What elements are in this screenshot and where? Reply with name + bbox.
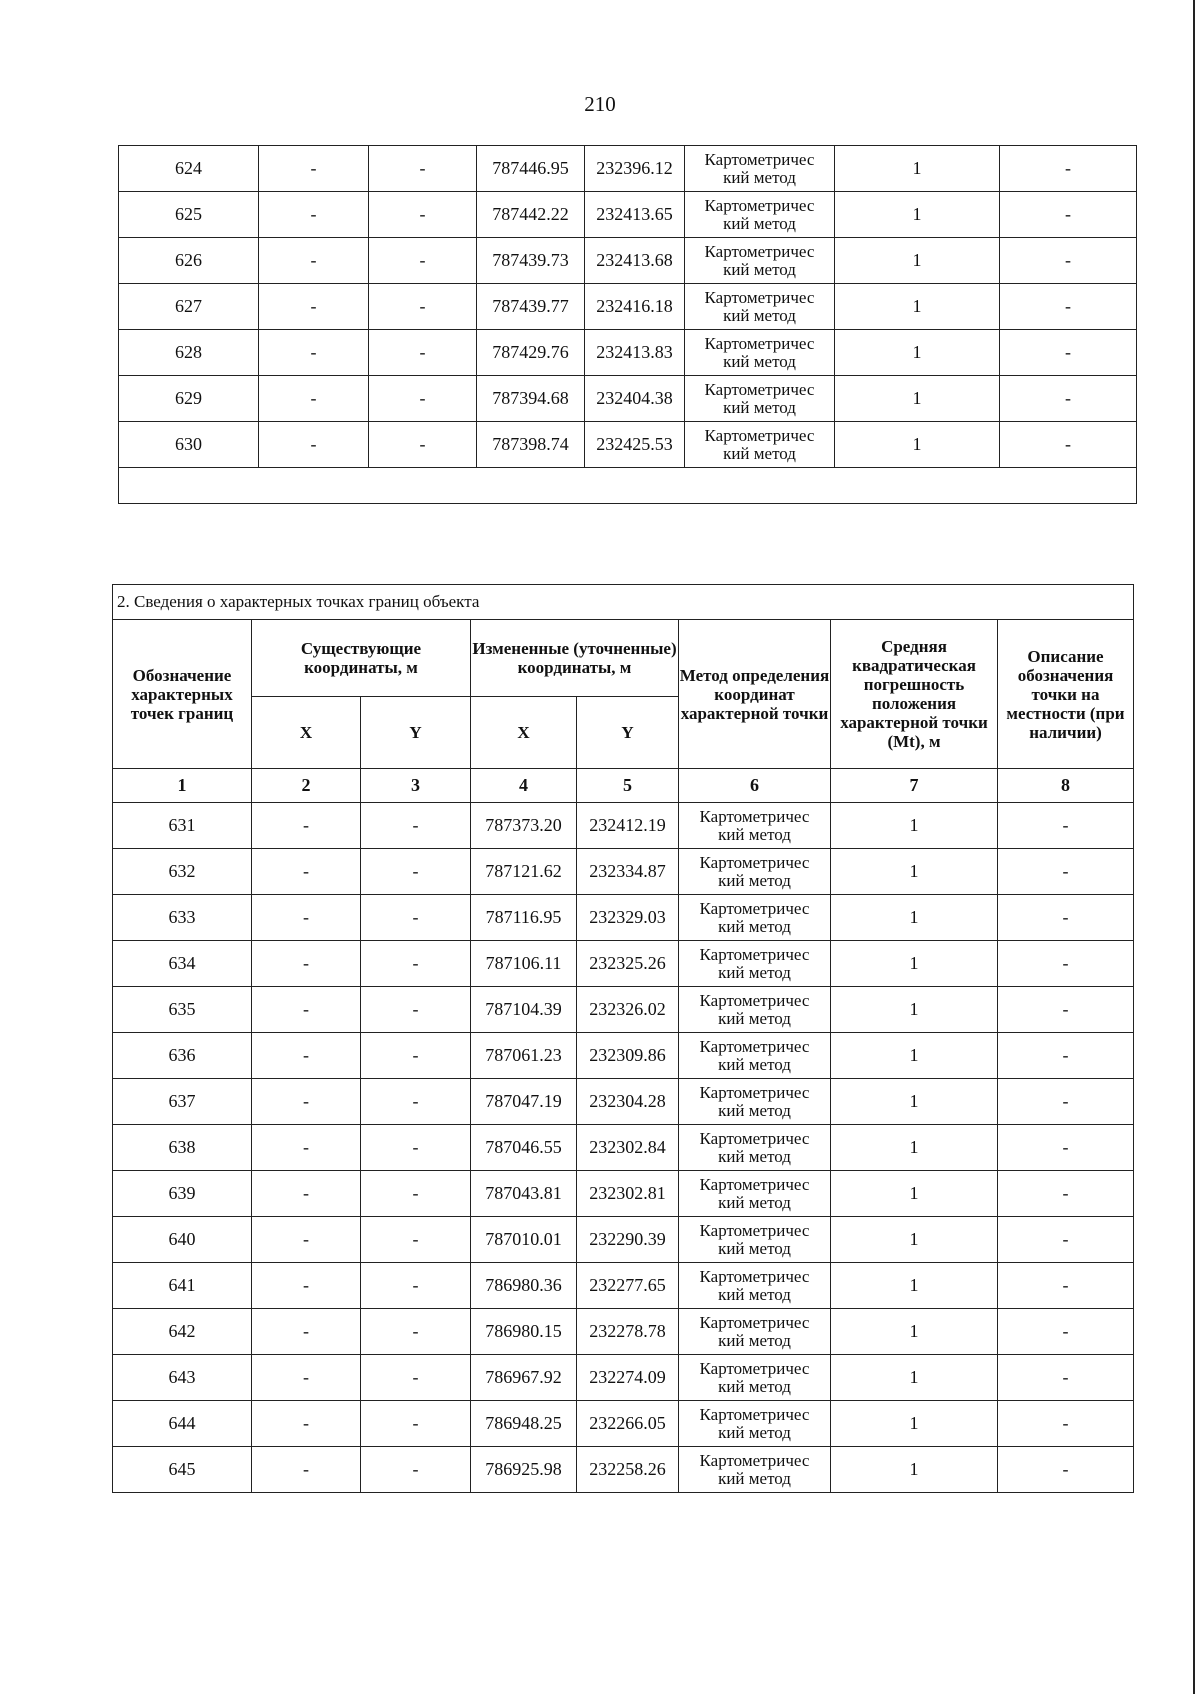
existing-y-cell: - [361, 1033, 471, 1079]
error-mt-cell: 1 [835, 146, 1000, 192]
header-y: Y [361, 697, 471, 769]
existing-x-cell: - [259, 238, 369, 284]
description-cell: - [998, 1217, 1134, 1263]
existing-x-cell: - [252, 803, 361, 849]
header-existing-coordinates: Существующие координаты, м [252, 620, 471, 697]
method-cell [685, 146, 835, 192]
existing-x-cell: - [252, 1217, 361, 1263]
table-row [113, 1079, 1134, 1125]
point-id-cell: 635 [113, 987, 252, 1033]
changed-x-cell: 787043.81 [471, 1171, 577, 1217]
header-point-description: Описание обозначения точки на местности (при наличии) [998, 620, 1134, 769]
point-id-cell: 644 [113, 1401, 252, 1447]
method-line-1: Картометричес [704, 241, 815, 261]
header-method: Метод определения координат характерной точки [679, 620, 831, 769]
header-point-designation: Обозначение характерных точек границ [113, 620, 252, 769]
existing-x-cell: - [252, 1125, 361, 1171]
point-id-cell: 637 [113, 1079, 252, 1125]
method-line-1: Картометричес [699, 898, 810, 918]
coordinates-table-continued [118, 145, 1137, 504]
point-id-cell: 639 [113, 1171, 252, 1217]
changed-y-cell: 232290.39 [577, 1217, 679, 1263]
existing-x-cell: - [252, 1079, 361, 1125]
description-cell: - [998, 1401, 1134, 1447]
changed-y-cell: 232413.83 [585, 330, 685, 376]
table-row [113, 895, 1134, 941]
method-line-2: кий метод [723, 351, 796, 371]
point-id-cell: 630 [119, 422, 259, 468]
changed-x-cell: 787010.01 [471, 1217, 577, 1263]
existing-y-cell: - [369, 238, 477, 284]
table-row [113, 1263, 1134, 1309]
existing-x-cell: - [252, 1447, 361, 1493]
method-line-2: кий метод [723, 443, 796, 463]
existing-y-cell: - [369, 376, 477, 422]
page-edge-line [1193, 0, 1195, 1694]
method-cell [679, 895, 831, 941]
table-row [113, 941, 1134, 987]
existing-y-cell: - [361, 1309, 471, 1355]
description-cell: - [998, 1033, 1134, 1079]
changed-x-cell: 787442.22 [477, 192, 585, 238]
error-mt-cell: 1 [835, 192, 1000, 238]
changed-x-cell: 787439.77 [477, 284, 585, 330]
method-line-2: кий метод [718, 824, 791, 844]
point-id-cell: 643 [113, 1355, 252, 1401]
changed-x-cell: 787121.62 [471, 849, 577, 895]
changed-x-cell: 787046.55 [471, 1125, 577, 1171]
point-id-cell: 634 [113, 941, 252, 987]
description-cell: - [998, 895, 1134, 941]
error-mt-cell: 1 [831, 1125, 998, 1171]
method-cell [679, 987, 831, 1033]
changed-x-cell: 787106.11 [471, 941, 577, 987]
description-cell: - [998, 1079, 1134, 1125]
description-cell: - [1000, 146, 1137, 192]
changed-y-cell: 232334.87 [577, 849, 679, 895]
changed-x-cell: 787439.73 [477, 238, 585, 284]
method-line-2: кий метод [718, 1100, 791, 1120]
point-id-cell: 638 [113, 1125, 252, 1171]
column-number: 2 [252, 769, 361, 803]
method-line-2: кий метод [723, 397, 796, 417]
existing-y-cell: - [369, 146, 477, 192]
method-line-2: кий метод [718, 1008, 791, 1028]
changed-y-cell: 232277.65 [577, 1263, 679, 1309]
method-cell [679, 1309, 831, 1355]
table-row [119, 192, 1137, 238]
method-cell [685, 330, 835, 376]
table-row [113, 1355, 1134, 1401]
existing-y-cell: - [369, 330, 477, 376]
method-cell [679, 1033, 831, 1079]
description-cell: - [998, 987, 1134, 1033]
method-cell [679, 1355, 831, 1401]
method-line-2: кий метод [718, 1146, 791, 1166]
column-number: 8 [998, 769, 1134, 803]
method-line-1: Картометричес [699, 1174, 810, 1194]
error-mt-cell: 1 [831, 1171, 998, 1217]
method-line-2: кий метод [718, 1054, 791, 1074]
existing-y-cell: - [361, 987, 471, 1033]
method-line-2: кий метод [723, 259, 796, 279]
table-row [119, 330, 1137, 376]
point-id-cell: 640 [113, 1217, 252, 1263]
existing-x-cell: - [252, 895, 361, 941]
method-line-1: Картометричес [704, 149, 815, 169]
method-line-2: кий метод [718, 962, 791, 982]
method-line-2: кий метод [718, 916, 791, 936]
existing-y-cell: - [361, 1355, 471, 1401]
description-cell: - [998, 849, 1134, 895]
method-cell [685, 422, 835, 468]
empty-cell [119, 468, 1137, 504]
table-row [113, 1171, 1134, 1217]
changed-y-cell: 232396.12 [585, 146, 685, 192]
column-number: 6 [679, 769, 831, 803]
table-row [113, 1309, 1134, 1355]
existing-y-cell: - [361, 1447, 471, 1493]
method-line-1: Картометричес [699, 944, 810, 964]
existing-y-cell: - [361, 895, 471, 941]
method-cell [679, 1125, 831, 1171]
changed-y-cell: 232413.68 [585, 238, 685, 284]
method-cell [679, 1447, 831, 1493]
method-line-1: Картометричес [704, 425, 815, 445]
description-cell: - [998, 1447, 1134, 1493]
method-line-2: кий метод [718, 1330, 791, 1350]
point-id-cell: 633 [113, 895, 252, 941]
description-cell: - [998, 1355, 1134, 1401]
method-line-1: Картометричес [699, 1266, 810, 1286]
changed-y-cell: 232302.81 [577, 1171, 679, 1217]
existing-x-cell: - [259, 422, 369, 468]
point-id-cell: 626 [119, 238, 259, 284]
header-changed-coordinates: Измененные (уточненные) координаты, м [471, 620, 679, 697]
changed-y-cell: 232304.28 [577, 1079, 679, 1125]
method-line-1: Картометричес [704, 287, 815, 307]
method-line-2: кий метод [718, 870, 791, 890]
error-mt-cell: 1 [831, 1355, 998, 1401]
method-cell [679, 803, 831, 849]
method-line-2: кий метод [718, 1422, 791, 1442]
error-mt-cell: 1 [831, 803, 998, 849]
changed-x-cell: 786925.98 [471, 1447, 577, 1493]
description-cell: - [1000, 238, 1137, 284]
existing-x-cell: - [259, 146, 369, 192]
existing-y-cell: - [361, 941, 471, 987]
column-number: 3 [361, 769, 471, 803]
method-cell [685, 192, 835, 238]
error-mt-cell: 1 [831, 1033, 998, 1079]
existing-x-cell: - [259, 376, 369, 422]
point-id-cell: 625 [119, 192, 259, 238]
point-id-cell: 624 [119, 146, 259, 192]
existing-x-cell: - [252, 849, 361, 895]
changed-x-cell: 786948.25 [471, 1401, 577, 1447]
description-cell: - [1000, 422, 1137, 468]
error-mt-cell: 1 [835, 238, 1000, 284]
table-row [119, 238, 1137, 284]
existing-y-cell: - [361, 1263, 471, 1309]
error-mt-cell: 1 [831, 987, 998, 1033]
error-mt-cell: 1 [831, 849, 998, 895]
point-id-cell: 631 [113, 803, 252, 849]
error-mt-cell: 1 [831, 941, 998, 987]
existing-y-cell: - [369, 284, 477, 330]
changed-x-cell: 787373.20 [471, 803, 577, 849]
method-line-1: Картометричес [699, 1404, 810, 1424]
point-id-cell: 642 [113, 1309, 252, 1355]
method-line-1: Картометричес [699, 1358, 810, 1378]
description-cell: - [998, 1263, 1134, 1309]
method-line-1: Картометричес [699, 1128, 810, 1148]
point-id-cell: 629 [119, 376, 259, 422]
changed-y-cell: 232413.65 [585, 192, 685, 238]
method-line-1: Картометричес [704, 195, 815, 215]
existing-x-cell: - [252, 1309, 361, 1355]
changed-y-cell: 232258.26 [577, 1447, 679, 1493]
method-line-2: кий метод [718, 1284, 791, 1304]
existing-y-cell: - [369, 192, 477, 238]
header-x: X [252, 697, 361, 769]
changed-x-cell: 787116.95 [471, 895, 577, 941]
changed-x-cell: 787446.95 [477, 146, 585, 192]
method-line-1: Картометричес [699, 990, 810, 1010]
error-mt-cell: 1 [831, 1079, 998, 1125]
changed-y-cell: 232302.84 [577, 1125, 679, 1171]
existing-y-cell: - [369, 422, 477, 468]
method-cell [679, 849, 831, 895]
error-mt-cell: 1 [835, 376, 1000, 422]
point-id-cell: 641 [113, 1263, 252, 1309]
table-section-title: 2. Сведения о характерных точках границ объекта [113, 585, 1134, 620]
existing-y-cell: - [361, 1217, 471, 1263]
error-mt-cell: 1 [831, 1401, 998, 1447]
changed-y-cell: 232425.53 [585, 422, 685, 468]
point-id-cell: 632 [113, 849, 252, 895]
table-row [119, 146, 1137, 192]
description-cell: - [998, 941, 1134, 987]
table-row [113, 1125, 1134, 1171]
error-mt-cell: 1 [831, 1447, 998, 1493]
existing-x-cell: - [252, 1355, 361, 1401]
method-cell [679, 1401, 831, 1447]
existing-x-cell: - [259, 192, 369, 238]
existing-y-cell: - [361, 1401, 471, 1447]
description-cell: - [998, 803, 1134, 849]
method-line-2: кий метод [718, 1376, 791, 1396]
method-line-2: кий метод [723, 305, 796, 325]
changed-y-cell: 232309.86 [577, 1033, 679, 1079]
changed-y-cell: 232325.26 [577, 941, 679, 987]
method-line-1: Картометричес [704, 379, 815, 399]
changed-y-cell: 232326.02 [577, 987, 679, 1033]
header-y: Y [577, 697, 679, 769]
existing-x-cell: - [252, 1033, 361, 1079]
description-cell: - [998, 1309, 1134, 1355]
changed-y-cell: 232329.03 [577, 895, 679, 941]
changed-x-cell: 787398.74 [477, 422, 585, 468]
column-number: 1 [113, 769, 252, 803]
changed-y-cell: 232274.09 [577, 1355, 679, 1401]
changed-y-cell: 232404.38 [585, 376, 685, 422]
existing-x-cell: - [252, 987, 361, 1033]
error-mt-cell: 1 [831, 1309, 998, 1355]
description-cell: - [1000, 376, 1137, 422]
column-number: 7 [831, 769, 998, 803]
page-number: 210 [584, 92, 616, 116]
changed-x-cell: 787394.68 [477, 376, 585, 422]
method-cell [679, 1217, 831, 1263]
changed-y-cell: 232266.05 [577, 1401, 679, 1447]
method-line-1: Картометричес [699, 1220, 810, 1240]
table-row [113, 1401, 1134, 1447]
method-cell [679, 1171, 831, 1217]
existing-y-cell: - [361, 849, 471, 895]
changed-x-cell: 786967.92 [471, 1355, 577, 1401]
method-cell [685, 284, 835, 330]
table-row [113, 1447, 1134, 1493]
method-line-1: Картометричес [699, 1036, 810, 1056]
header-mean-square-error: Средняя квадратическая погрешность положения характерной точки (Mt), м [831, 620, 998, 769]
method-line-2: кий метод [718, 1192, 791, 1212]
error-mt-cell: 1 [831, 1263, 998, 1309]
method-line-2: кий метод [723, 213, 796, 233]
table-row [119, 376, 1137, 422]
table-row [113, 987, 1134, 1033]
method-line-1: Картометричес [699, 806, 810, 826]
table-row [119, 422, 1137, 468]
changed-y-cell: 232416.18 [585, 284, 685, 330]
changed-x-cell: 786980.15 [471, 1309, 577, 1355]
existing-y-cell: - [361, 1125, 471, 1171]
existing-x-cell: - [252, 1171, 361, 1217]
description-cell: - [1000, 192, 1137, 238]
error-mt-cell: 1 [831, 895, 998, 941]
method-cell [679, 1263, 831, 1309]
method-cell [685, 376, 835, 422]
method-line-2: кий метод [718, 1238, 791, 1258]
changed-x-cell: 787429.76 [477, 330, 585, 376]
error-mt-cell: 1 [835, 422, 1000, 468]
method-line-1: Картометричес [699, 852, 810, 872]
error-mt-cell: 1 [835, 330, 1000, 376]
table-row [113, 1217, 1134, 1263]
existing-x-cell: - [252, 941, 361, 987]
changed-x-cell: 787061.23 [471, 1033, 577, 1079]
existing-x-cell: - [252, 1263, 361, 1309]
changed-x-cell: 787104.39 [471, 987, 577, 1033]
existing-y-cell: - [361, 1079, 471, 1125]
method-cell [679, 941, 831, 987]
column-number: 5 [577, 769, 679, 803]
method-line-1: Картометричес [699, 1082, 810, 1102]
description-cell: - [998, 1125, 1134, 1171]
point-id-cell: 628 [119, 330, 259, 376]
method-cell [685, 238, 835, 284]
method-line-1: Картометричес [699, 1450, 810, 1470]
empty-row [119, 468, 1137, 504]
existing-x-cell: - [252, 1401, 361, 1447]
point-id-cell: 636 [113, 1033, 252, 1079]
header-x: X [471, 697, 577, 769]
table-row [113, 803, 1134, 849]
boundary-points-table [112, 584, 1134, 1493]
existing-y-cell: - [361, 1171, 471, 1217]
existing-y-cell: - [361, 803, 471, 849]
table-row [113, 1033, 1134, 1079]
table-row [113, 849, 1134, 895]
method-line-1: Картометричес [704, 333, 815, 353]
method-cell [679, 1079, 831, 1125]
description-cell: - [1000, 284, 1137, 330]
changed-x-cell: 786980.36 [471, 1263, 577, 1309]
method-line-2: кий метод [723, 167, 796, 187]
point-id-cell: 645 [113, 1447, 252, 1493]
changed-x-cell: 787047.19 [471, 1079, 577, 1125]
changed-y-cell: 232278.78 [577, 1309, 679, 1355]
error-mt-cell: 1 [831, 1217, 998, 1263]
description-cell: - [998, 1171, 1134, 1217]
existing-x-cell: - [259, 330, 369, 376]
method-line-1: Картометричес [699, 1312, 810, 1332]
existing-x-cell: - [259, 284, 369, 330]
method-line-2: кий метод [718, 1468, 791, 1488]
column-number: 4 [471, 769, 577, 803]
table-row [119, 284, 1137, 330]
error-mt-cell: 1 [835, 284, 1000, 330]
point-id-cell: 627 [119, 284, 259, 330]
changed-y-cell: 232412.19 [577, 803, 679, 849]
description-cell: - [1000, 330, 1137, 376]
